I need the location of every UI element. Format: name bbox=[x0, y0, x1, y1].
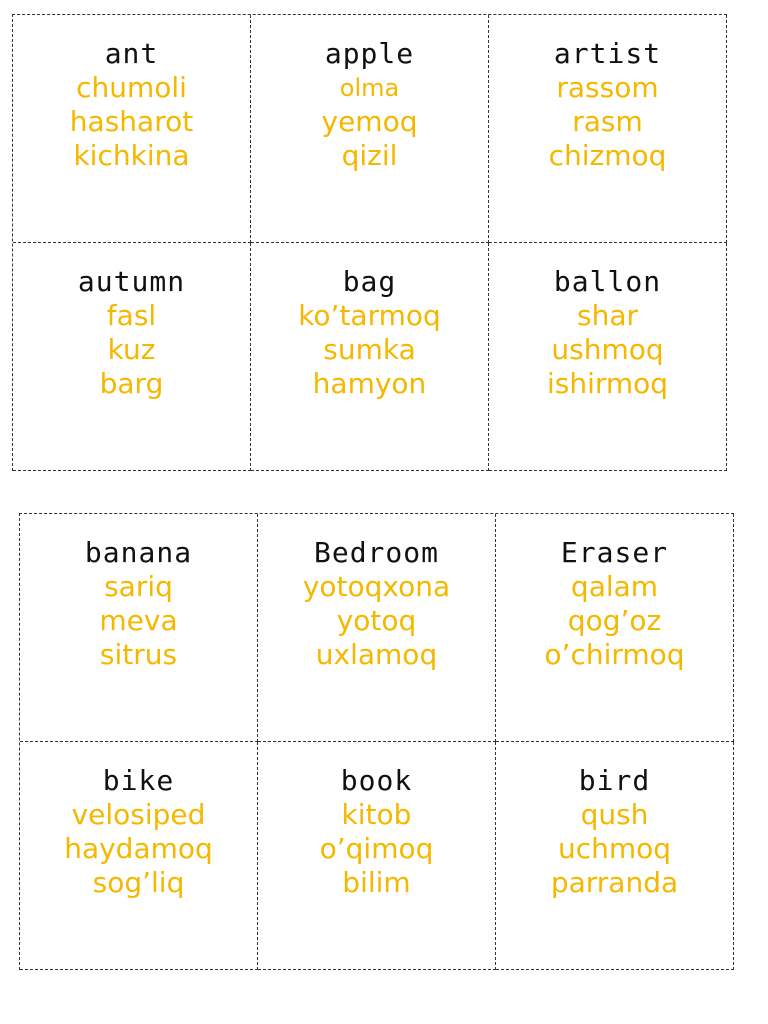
translation: rasm bbox=[572, 105, 643, 138]
translation-list bbox=[258, 570, 495, 672]
translation: sog’liq bbox=[92, 866, 185, 899]
flashcard bbox=[496, 514, 734, 742]
flashcard bbox=[13, 15, 251, 243]
translation: olma bbox=[339, 74, 400, 102]
english-word: Bedroom bbox=[313, 536, 439, 569]
flashcard bbox=[496, 742, 734, 970]
translation: chizmoq bbox=[548, 139, 667, 172]
flashcard-sheet-1 bbox=[12, 14, 727, 471]
english-word: artist bbox=[553, 37, 662, 70]
english-word: apple bbox=[324, 37, 415, 70]
flashcard-sheet-2 bbox=[19, 513, 734, 970]
translation: yemoq bbox=[321, 105, 418, 138]
flashcard bbox=[13, 243, 251, 471]
translation: fasl bbox=[106, 299, 157, 332]
translation: uchmoq bbox=[557, 832, 672, 865]
translation: o’qimoq bbox=[319, 832, 434, 865]
flashcard bbox=[489, 243, 727, 471]
english-word: Eraser bbox=[560, 536, 669, 569]
translation: hamyon bbox=[312, 367, 427, 400]
translation: qush bbox=[580, 798, 649, 831]
english-word: banana bbox=[84, 536, 193, 569]
translation: parranda bbox=[550, 866, 679, 899]
translation-list bbox=[496, 570, 733, 672]
translation: qizil bbox=[341, 139, 398, 172]
translation-list bbox=[258, 798, 495, 900]
translation: ko’tarmoq bbox=[298, 299, 441, 332]
flashcard bbox=[489, 15, 727, 243]
translation: shar bbox=[576, 299, 638, 332]
english-word: autumn bbox=[77, 265, 186, 298]
translation-list bbox=[489, 299, 726, 401]
flashcard bbox=[258, 514, 496, 742]
translation-list bbox=[13, 299, 250, 401]
english-word: ant bbox=[104, 37, 159, 70]
translation: chumoli bbox=[76, 71, 187, 104]
translation: rassom bbox=[556, 71, 659, 104]
english-word: bag bbox=[342, 265, 397, 298]
translation: sumka bbox=[323, 333, 416, 366]
translation: ushmoq bbox=[551, 333, 664, 366]
english-word: bird bbox=[578, 764, 651, 797]
translation: qalam bbox=[570, 570, 659, 603]
flashcard bbox=[20, 742, 258, 970]
translation: qog’oz bbox=[567, 604, 662, 637]
translation: hasharot bbox=[69, 105, 194, 138]
translation: velosiped bbox=[71, 798, 206, 831]
translation: yotoq bbox=[336, 604, 417, 637]
translation: meva bbox=[99, 604, 178, 637]
translation: uxlamoq bbox=[315, 638, 438, 671]
translation: kichkina bbox=[73, 139, 190, 172]
translation: ishirmoq bbox=[546, 367, 669, 400]
translation: kuz bbox=[107, 333, 156, 366]
translation: o’chirmoq bbox=[544, 638, 685, 671]
translation: yotoqxona bbox=[302, 570, 451, 603]
translation-list bbox=[20, 798, 257, 900]
translation: barg bbox=[99, 367, 164, 400]
english-word: ballon bbox=[553, 265, 662, 298]
translation-list bbox=[13, 71, 250, 173]
flashcard bbox=[258, 742, 496, 970]
translation: bilim bbox=[342, 866, 411, 899]
english-word: bike bbox=[102, 764, 175, 797]
translation-list bbox=[20, 570, 257, 672]
translation: haydamoq bbox=[64, 832, 213, 865]
translation-list bbox=[489, 71, 726, 173]
flashcard bbox=[20, 514, 258, 742]
translation-list bbox=[496, 798, 733, 900]
translation: sitrus bbox=[99, 638, 178, 671]
translation-list bbox=[251, 71, 488, 173]
translation: sariq bbox=[104, 570, 173, 603]
flashcard bbox=[251, 15, 489, 243]
translation-list bbox=[251, 299, 488, 401]
english-word: book bbox=[340, 764, 413, 797]
flashcard bbox=[251, 243, 489, 471]
translation: kitob bbox=[341, 798, 412, 831]
